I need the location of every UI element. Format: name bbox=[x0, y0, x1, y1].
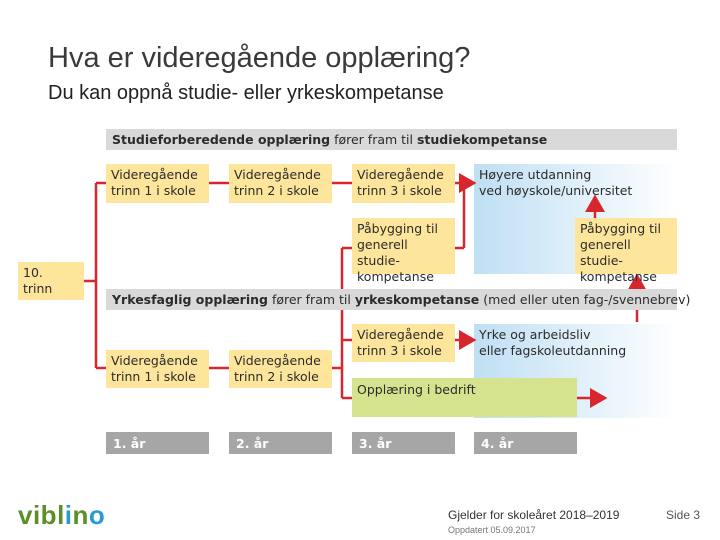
vocational-step-3-box: Videregående trinn 3 i skole bbox=[352, 324, 455, 362]
year-1-label: 1. år bbox=[106, 432, 209, 454]
year-2-label: 2. år bbox=[229, 432, 332, 454]
study-track-header: Studieforberedende opplæring fører fram til studiekompetanse bbox=[106, 129, 677, 150]
page-number: Side 3 bbox=[666, 508, 701, 522]
study-step-2-box: Videregående trinn 2 i skole bbox=[229, 164, 332, 203]
supplement-left-box: Påbygging til generell studie- kompetanse bbox=[352, 218, 455, 274]
apprenticeship-box: Opplæring i bedrift bbox=[352, 378, 577, 417]
year-3-label: 3. år bbox=[352, 432, 455, 454]
higher-education-box: Høyere utdanning ved høyskole/universitet bbox=[479, 167, 633, 198]
viblino-logo: viblino bbox=[18, 500, 106, 530]
page-subtitle: Du kan oppnå studie- eller yrkeskompetanse bbox=[48, 82, 444, 104]
vocational-step-2-box: Videregående trinn 2 i skole bbox=[229, 350, 332, 388]
footer-updated-date: Oppdatert 05.09.2017 bbox=[448, 525, 536, 535]
footer-note: Gjelder for skoleåret 2018–2019 bbox=[448, 508, 620, 522]
page-title: Hva er videregående opplæring? bbox=[48, 42, 471, 74]
work-life-box: Yrke og arbeidsliv eller fagskoleutdanning bbox=[479, 327, 627, 358]
study-step-1-box: Videregående trinn 1 i skole bbox=[106, 164, 209, 203]
vocational-track-header: Yrkesfaglig opplæring fører fram til yrkeskompetanse (med eller uten fag-/svennebrev) bbox=[106, 289, 677, 310]
study-step-3-box: Videregående trinn 3 i skole bbox=[352, 164, 455, 203]
start-box-10-trinn: 10. trinn bbox=[18, 262, 84, 300]
year-4-label: 4. år bbox=[474, 432, 577, 454]
supplement-right-box: Påbygging til generell studie- kompetanse bbox=[575, 218, 677, 274]
vocational-step-1-box: Videregående trinn 1 i skole bbox=[106, 350, 209, 388]
